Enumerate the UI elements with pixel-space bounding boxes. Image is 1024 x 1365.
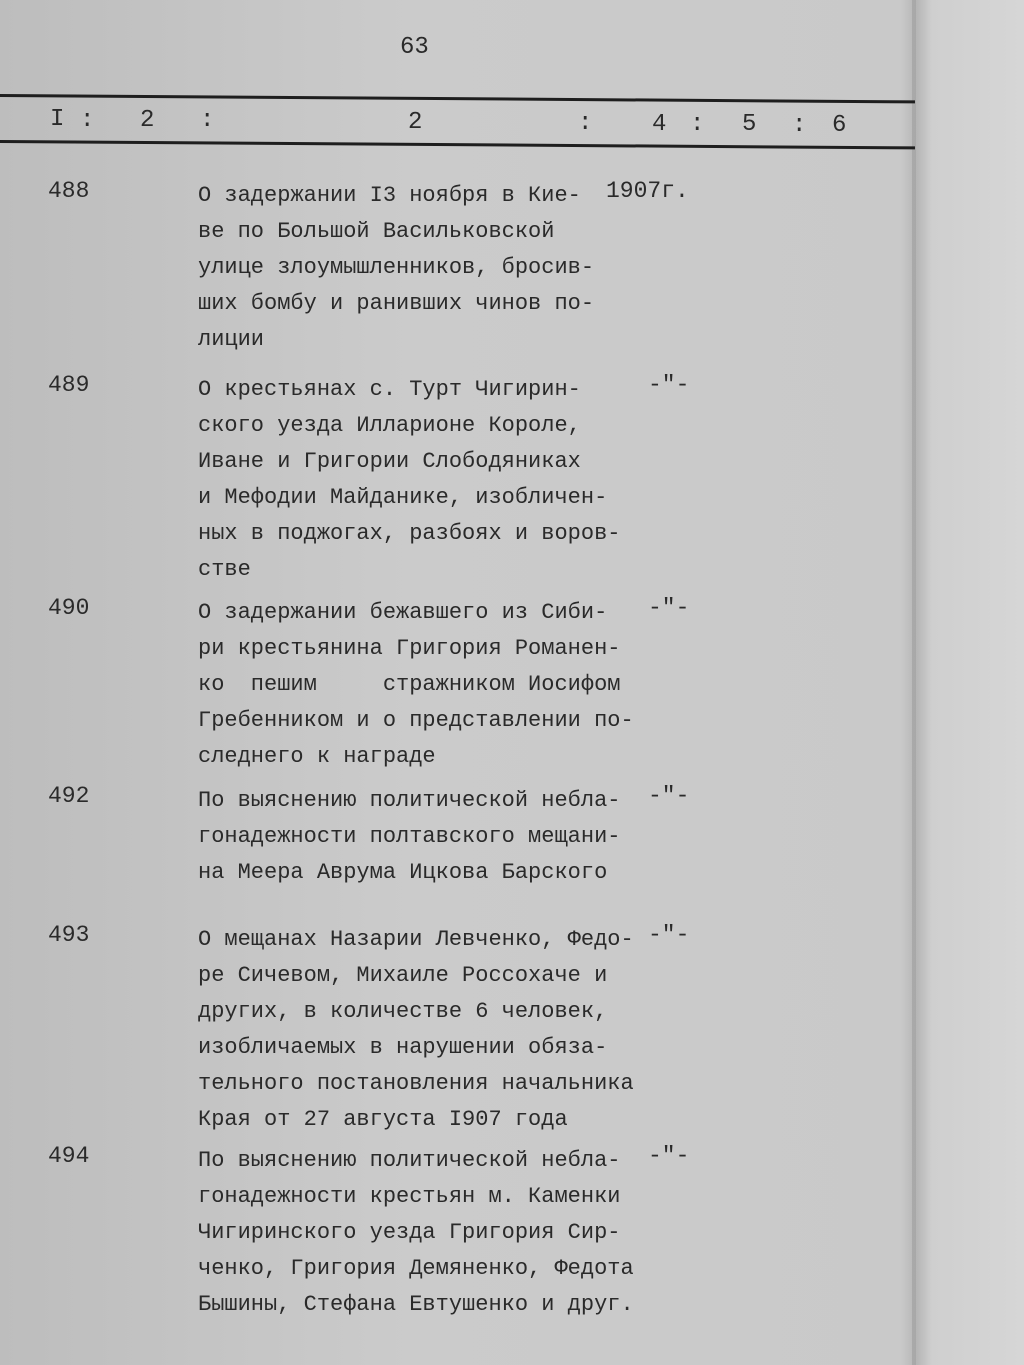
text-line: ченко, Григория Демяненко, Федота <box>198 1256 634 1281</box>
entry-description <box>198 922 634 1138</box>
entry-description <box>198 372 620 588</box>
entry-date: -"- <box>648 783 690 809</box>
text-line: стве <box>198 557 251 582</box>
column-header: 6 <box>832 111 847 139</box>
column-header: I <box>50 106 65 134</box>
text-line: тельного постановления начальника <box>198 1071 634 1096</box>
text-line: Края от 27 августа I907 года <box>198 1107 568 1132</box>
text-line: По выяснению политической небла- <box>198 1148 621 1173</box>
text-line: О задержании I3 ноября в Кие- <box>198 183 581 208</box>
entry-date: -"- <box>648 922 690 948</box>
text-line: О крестьянах с. Турт Чигирин- <box>198 377 581 402</box>
text-line: ре Сичевом, Михаиле Россохаче и <box>198 963 608 988</box>
entry-description <box>198 783 620 891</box>
column-separator: : <box>792 111 807 139</box>
entry-number: 492 <box>48 783 90 809</box>
column-header: 4 <box>652 110 667 138</box>
entry-description <box>198 1143 634 1323</box>
column-header: 5 <box>742 111 757 139</box>
page-edge <box>912 0 916 1365</box>
entry-number: 488 <box>48 178 90 204</box>
text-line: ко пешим стражником Иосифом <box>198 672 621 697</box>
text-line: По выяснению политической небла- <box>198 788 621 813</box>
entry-date: -"- <box>648 372 690 398</box>
text-line: изобличаемых в нарушении обяза- <box>198 1035 608 1060</box>
text-line: ших бомбу и ранивших чинов по- <box>198 291 595 316</box>
column-header: 2 <box>140 106 155 134</box>
entry-description <box>198 178 594 358</box>
column-separator: : <box>200 107 215 135</box>
text-line: Гребенником и о представлении по- <box>198 708 634 733</box>
text-line: ри крестьянина Григория Романен- <box>198 636 621 661</box>
entry-description <box>198 595 634 775</box>
entry-date: -"- <box>648 595 690 621</box>
text-line: О мещанах Назарии Левченко, Федо- <box>198 927 634 952</box>
column-header: 2 <box>408 108 423 136</box>
text-line: Чигиринского уезда Григория Сир- <box>198 1220 621 1245</box>
text-line: Иване и Григории Слободяниках <box>198 449 581 474</box>
entry-number: 493 <box>48 922 90 948</box>
text-line: следнего к награде <box>198 744 436 769</box>
text-line: улице злоумышленников, бросив- <box>198 255 595 280</box>
entry-date: -"- <box>648 1143 690 1169</box>
text-line: ве по Большой Васильковской <box>198 219 555 244</box>
entry-date: 1907г. <box>606 178 689 204</box>
entry-number: 494 <box>48 1143 90 1169</box>
text-line: на Меера Аврума Ицкова Барского <box>198 860 608 885</box>
entry-number: 489 <box>48 372 90 398</box>
text-line: других, в количестве 6 человек, <box>198 999 608 1024</box>
text-line: лиции <box>198 327 265 352</box>
column-separator: : <box>80 106 95 134</box>
column-separator: : <box>578 110 593 138</box>
column-separator: : <box>690 110 705 138</box>
text-line: ского уезда Илларионе Короле, <box>198 413 581 438</box>
text-line: и Мефодии Майданике, изобличен- <box>198 485 608 510</box>
text-line: ных в поджогах, разбоях и воров- <box>198 521 621 546</box>
text-line: гонадежности крестьян м. Каменки <box>198 1184 621 1209</box>
text-line: гонадежности полтавского мещани- <box>198 824 621 849</box>
text-line: Бышины, Стефана Евтушенко и друг. <box>198 1292 634 1317</box>
header-rule-top <box>0 94 915 103</box>
page-number: 63 <box>400 34 429 61</box>
header-rule-bottom <box>0 140 915 149</box>
entry-number: 490 <box>48 595 90 621</box>
text-line: О задержании бежавшего из Сиби- <box>198 600 608 625</box>
